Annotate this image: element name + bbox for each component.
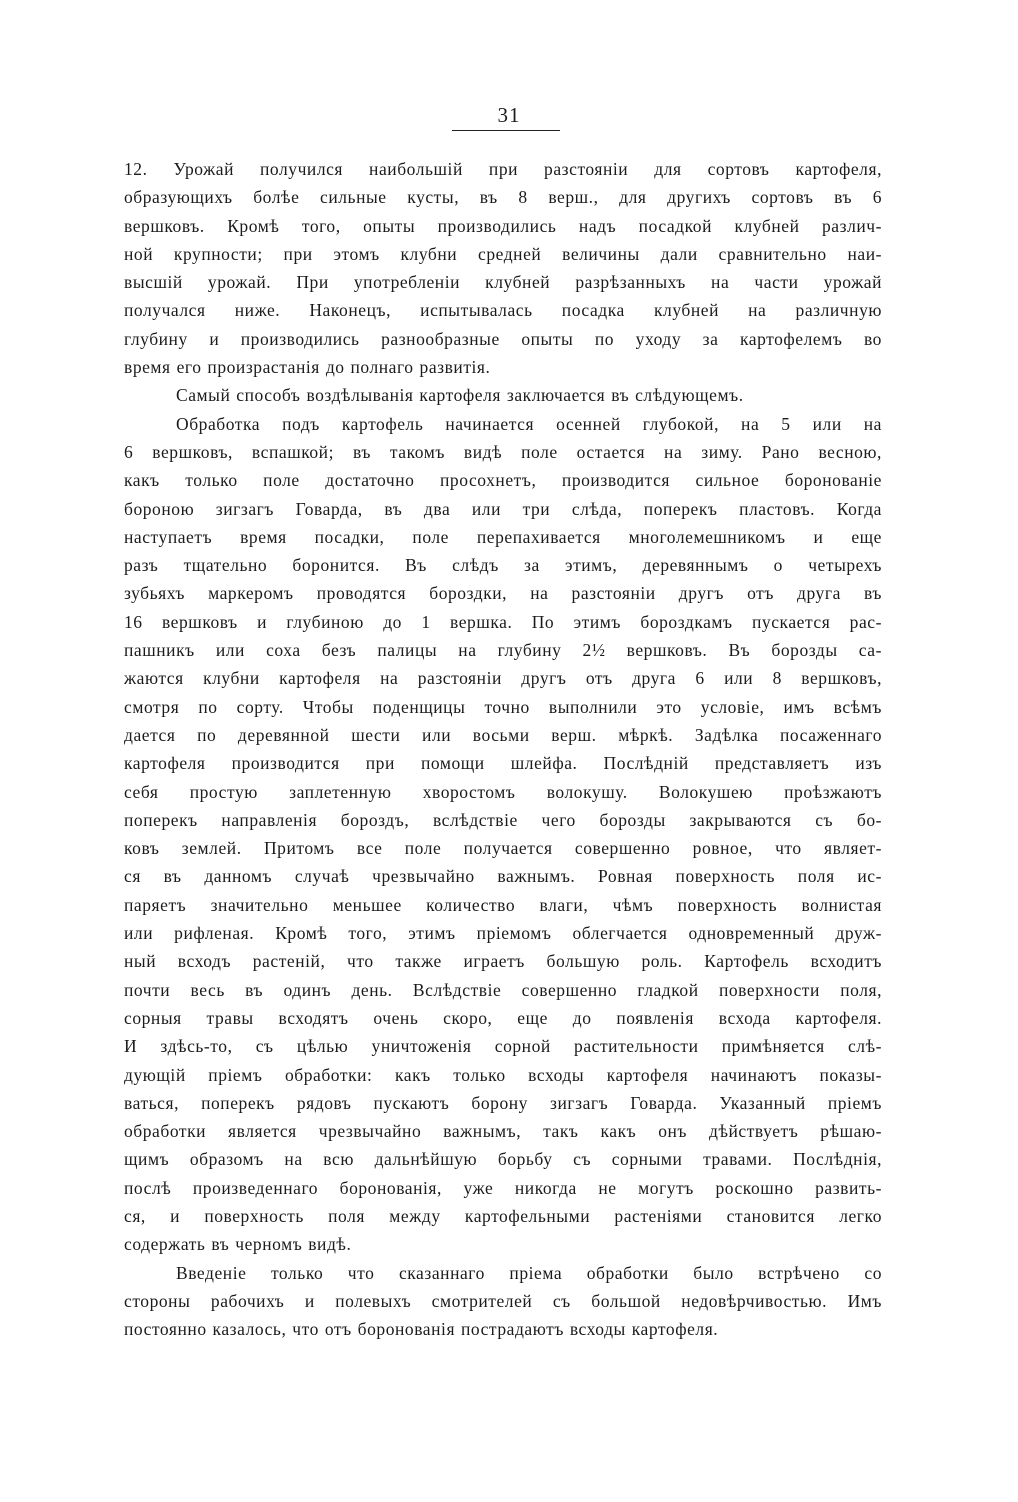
paragraph-start-line: Введеніе только что сказаннаго пріема обработки было встрѣчено со bbox=[176, 1262, 882, 1283]
text-line: обработки является чрезвычайно важнымъ, такъ какъ онъ дѣйствуетъ рѣшаю- bbox=[124, 1121, 882, 1142]
text-line: содержать въ черномъ видѣ. bbox=[124, 1234, 352, 1255]
text-line: сорныя травы всходятъ очень скоро, еще до появленія всхода картофеля. bbox=[124, 1007, 882, 1028]
text-line: ся въ данномъ случаѣ чрезвычайно важнымъ. Ровная поверхность поля ис- bbox=[124, 866, 882, 887]
text-line: пашникъ или соха безъ палицы на глубину 2½ вершковъ. Въ борозды са- bbox=[124, 640, 882, 661]
text-line: щимъ образомъ на всю дальнѣйшую борьбу съ сорными травами. Послѣднія, bbox=[124, 1149, 882, 1170]
text-line: ной крупности; при этомъ клубни средней величины дали сравнительно наи- bbox=[124, 243, 882, 264]
text-line: картофеля производится при помощи шлейфа. Послѣдній представляетъ изъ bbox=[124, 753, 882, 774]
text-line: образующихъ болѣе сильные кусты, въ 8 верш., для другихъ сортовъ въ 6 bbox=[124, 187, 882, 208]
text-line: дается по деревянной шести или восьми верш. мѣркѣ. Задѣлка посаженнаго bbox=[124, 724, 882, 745]
text-line: зубьяхъ маркеромъ проводятся бороздки, на разстояніи другъ отъ друга въ bbox=[124, 583, 882, 604]
text-line: постоянно казалось, что отъ боронованія пострадаютъ всходы картофеля. bbox=[124, 1319, 719, 1340]
text-line: бороною зигзагъ Говарда, въ два или три слѣда, поперекъ пластовъ. Когда bbox=[124, 498, 882, 519]
page-number-rule bbox=[452, 130, 560, 131]
paragraph-start-line: Самый способъ воздѣлыванія картофеля заключается въ слѣдующемъ. bbox=[176, 385, 744, 406]
text-line: вершковъ. Кромѣ того, опыты производились надъ посадкой клубней различ- bbox=[124, 215, 882, 236]
text-line: время его произрастанія до полнаго развитія. bbox=[124, 357, 491, 378]
text-line: дующій пріемъ обработки: какъ только всходы картофеля начинаютъ показы- bbox=[124, 1064, 882, 1085]
text-line: ся, и поверхность поля между картофельными растеніями становится легко bbox=[124, 1205, 882, 1226]
text-line: глубину и производились разнообразные опыты по уходу за картофелемъ во bbox=[124, 328, 882, 349]
text-line: 16 вершковъ и глубиною до 1 вершка. По этимъ бороздкамъ пускается рас- bbox=[124, 611, 882, 632]
text-line: поперекъ направленія бороздъ, вслѣдствіе чего борозды закрываются съ бо- bbox=[124, 809, 882, 830]
text-line: себя простую заплетенную хворостомъ волокушу. Волокушею проѣзжаютъ bbox=[124, 781, 882, 802]
page-number: 31 bbox=[497, 103, 521, 127]
text-line: 12. Урожай получился наибольшій при разстояніи для сортовъ картофеля, bbox=[124, 159, 882, 179]
text-line: И здѣсь-то, съ цѣлью уничтоженія сорной растительности примѣняется слѣ- bbox=[124, 1036, 882, 1057]
paragraph-start-line: Обработка подъ картофель начинается осенней глубокой, на 5 или на bbox=[176, 413, 882, 434]
text-line: ный всходъ растеній, что также играетъ большую роль. Картофель всходитъ bbox=[124, 951, 882, 972]
text-line: смотря по сорту. Чтобы поденщицы точно выполнили это условіе, имъ всѣмъ bbox=[124, 696, 882, 717]
text-line: получался ниже. Наконецъ, испытывалась посадка клубней на различную bbox=[124, 300, 882, 321]
text-line: высшій урожай. При употребленіи клубней разрѣзанныхъ на части урожай bbox=[124, 272, 882, 293]
text-line: почти весь въ одинъ день. Вслѣдствіе совершенно гладкой поверхности поля, bbox=[124, 979, 882, 1000]
text-body bbox=[124, 155, 882, 1343]
text-line: послѣ произведеннаго боронованія, уже никогда не могутъ роскошно развить- bbox=[124, 1177, 882, 1198]
text-line: паряетъ значительно меньшее количество влаги, чѣмъ поверхность волнистая bbox=[124, 894, 882, 915]
text-line: ковъ землей. Притомъ все поле получается совершенно ровное, что являет- bbox=[124, 838, 882, 859]
text-line: стороны рабочихъ и полевыхъ смотрителей съ большой недовѣрчивостью. Имъ bbox=[124, 1290, 882, 1311]
text-line: разъ тщательно боронится. Въ слѣдъ за этимъ, деревяннымъ о четырехъ bbox=[124, 555, 882, 576]
text-line: или рифленая. Кромѣ того, этимъ пріемомъ облегчается одновременный друж- bbox=[124, 923, 882, 944]
text-line: 6 вершковъ, вспашкой; въ такомъ видѣ поле остается на зиму. Рано весною, bbox=[124, 441, 882, 462]
text-line: какъ только поле достаточно просохнетъ, производится сильное боронованіе bbox=[124, 470, 882, 491]
text-line: наступаетъ время посадки, поле перепахивается многолемешникомъ и еще bbox=[124, 526, 882, 547]
text-line: ваться, поперекъ рядовъ пускаютъ борону зигзагъ Говарда. Указанный пріемъ bbox=[124, 1092, 882, 1113]
text-line: жаются клубни картофеля на разстояніи другъ отъ друга 6 или 8 вершковъ, bbox=[124, 668, 882, 689]
